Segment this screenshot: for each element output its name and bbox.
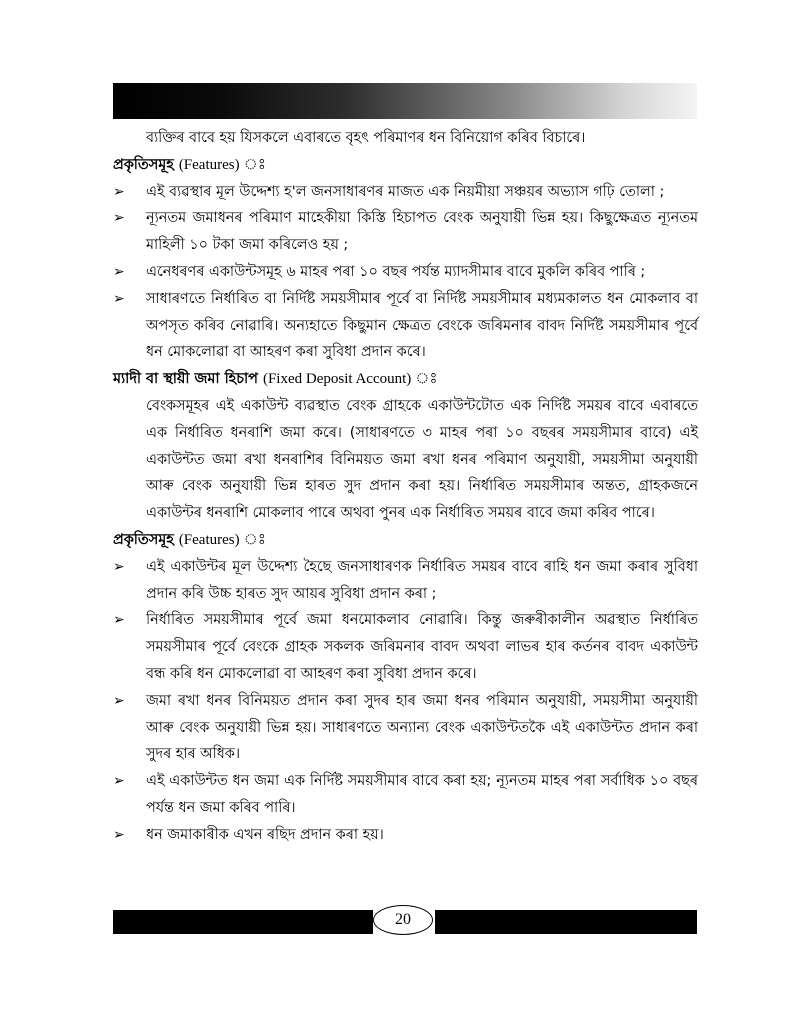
section3-heading xyxy=(113,527,698,554)
list-item-text: জমা ৰখা ধনৰ বিনিময়ত প্ৰদান কৰা সুদৰ হাৰ জমা ধনৰ পৰিমান অনুযায়ী, সময়সীমা অনুযায়ী আৰু বেংক অনুযায়ী ভিন্ন হয়। সাধাৰণতে অন্যান্য বেংক একাউন্টতকৈ এই একাউন্টত প্ৰদান কৰা সুদৰ হাৰ অধিক। xyxy=(146,692,698,763)
list-item xyxy=(113,768,698,822)
list-item xyxy=(113,259,698,286)
arrow-bullet-icon: ➢ xyxy=(113,263,125,280)
arrow-bullet-icon: ➢ xyxy=(113,773,125,790)
section1-bullet-list xyxy=(113,179,698,367)
arrow-bullet-icon: ➢ xyxy=(113,692,125,709)
section3-heading-text: প্ৰকৃতিসমূহ xyxy=(113,531,174,548)
section3-heading-en: (Features) ঃ xyxy=(178,531,266,548)
intro-line: ব্যক্তিৰ বাবে হয় যিসকলে এবাৰতে বৃহৎ পৰিমাণৰ ধন বিনিয়োগ কৰিব বিচাৰে। xyxy=(146,130,586,146)
list-item xyxy=(113,286,698,366)
footer-bar-left xyxy=(113,910,373,934)
list-item xyxy=(113,554,698,608)
section1-heading xyxy=(113,152,698,179)
header-gradient-bar xyxy=(113,83,697,119)
list-item-text: এই ব্যৱস্থাৰ মূল উদ্দেশ্য হ'ল জনসাধাৰণৰ মাজত এক নিয়মীয়া সঞ্চয়ৰ অভ্যাস গঢ়ি তোলা ; xyxy=(146,183,665,200)
section3-bullet-list xyxy=(113,554,698,849)
list-item-text: নিৰ্ধাৰিত সময়সীমাৰ পূৰ্বে জমা ধনমোকলাব নোৱাৰি। কিন্তু জৰুৰীকালীন অৱস্থাত নিৰ্ধাৰিত সময়সীমাৰ পূৰ্বে বেংকে গ্ৰাহক সকলক জৰিমনাৰ বাবদ অথবা লাভৰ হাৰ কৰ্তনৰ বাবদ একাউন্ট বন্ধ কৰি ধন মোকলোৱা বা আহৰণ কৰা সুবিধা প্ৰদান কৰে। xyxy=(146,612,698,682)
section2-heading xyxy=(113,366,698,393)
list-item-text: এনেধৰণৰ একাউন্টসমূহ ৬ মাহৰ পৰা ১০ বছৰ পৰ্যন্ত ম্যাদসীমাৰ বাবে মুকলি কৰিব পাৰি ; xyxy=(146,263,646,280)
page-content xyxy=(113,125,698,849)
arrow-bullet-icon: ➢ xyxy=(113,290,125,307)
list-item-text: ধন জমাকাৰীক এখন ৰছিদ প্ৰদান কৰা হয়। xyxy=(146,826,384,843)
list-item xyxy=(113,179,698,206)
arrow-bullet-icon: ➢ xyxy=(113,210,125,227)
list-item-text: এই একাউন্টৰ মূল উদ্দেশ্য হৈছে জনসাধাৰণক নিৰ্ধাৰিত সময়ৰ বাবে ৰাহি ধন জমা কৰাৰ সুবিধা প্ৰদান কৰি উচ্চ হাৰত সুদ আয়ৰ সুবিধা প্ৰদান কৰা ; xyxy=(146,558,698,602)
page-footer xyxy=(113,910,697,934)
list-item xyxy=(113,688,698,768)
arrow-bullet-icon: ➢ xyxy=(113,826,125,843)
section1-heading-text: প্ৰকৃতিসমূহ xyxy=(113,156,174,173)
section2-paragraph: বেংকসমূহৰ এই একাউন্ট ব্যৱস্থাত বেংক গ্ৰাহকে একাউন্টটোত এক নিৰ্দিষ্ট সময়ৰ বাবে এবাৰতে এক নিৰ্ধাৰিত ধনৰাশি জমা কৰে। (সাধাৰণতে ৩ মাহৰ পৰা ১০ বছৰৰ সময়সীমাৰ বাবে) এই একাউন্টত জমা ৰখা ধনৰাশিৰ বিনিময়ত জমা ৰখা ধনৰ পৰিমাণ অনুযায়ী, সময়সীমা অনুযায়ী আৰু বেংক অনুযায়ী ভিন্ন হাৰত সুদ প্ৰদান কৰা হয়। নিৰ্ধাৰিত সময়সীমাৰ অন্তত, গ্ৰাহকজনে একাউন্টৰ ধনৰাশি মোকলাব পাৰে অথবা পুনৰ এক নিৰ্ধাৰিত সময়ৰ বাবে জমা কৰিব পাৰে। xyxy=(146,397,698,522)
section2-heading-text: ম্যাদী বা স্থায়ী জমা হিচাপ xyxy=(113,371,258,388)
page-number: 20 xyxy=(373,905,433,935)
list-item xyxy=(113,607,698,687)
arrow-bullet-icon: ➢ xyxy=(113,183,125,200)
list-item xyxy=(113,822,698,849)
list-item-text: সাধাৰণতে নিৰ্ধাৰিত বা নিৰ্দিষ্ট সময়সীমাৰ পূৰ্বে বা নিৰ্দিষ্ট সময়সীমাৰ মধ্যমকালত ধন মোকলাব বা অপসৃত কৰিব নোৱাৰি। অন্যহাতে কিছুমান ক্ষেত্ৰত বেংকে জৰিমনাৰ বাবদ নিৰ্দিষ্ট সময়সীমাৰ পূৰ্বে ধন মোকলোৱা বা আহৰণ কৰা সুবিধা প্ৰদান কৰে। xyxy=(146,290,698,361)
list-item-text: এই একাউন্টত ধন জমা এক নিৰ্দিষ্ট সময়সীমাৰ বাবে কৰা হয়; ন্যূনতম মাহৰ পৰা সৰ্বাধিক ১০ বছৰ পৰ্যন্ত ধন জমা কৰিব পাৰি। xyxy=(146,773,698,816)
section2-heading-en: (Fixed Deposit Account) ঃ xyxy=(262,371,438,388)
arrow-bullet-icon: ➢ xyxy=(113,558,125,575)
list-item xyxy=(113,205,698,259)
list-item-text: ন্যূনতম জমাধনৰ পৰিমাণ মাহেকীয়া কিস্তি হিচাপত বেংক অনুযায়ী ভিন্ন হয়। কিছুক্ষেত্ৰত ন্যূনতম মাহিলী ১০ টকা জমা কৰিলেও হয় ; xyxy=(146,210,698,254)
footer-bar-right xyxy=(435,910,697,934)
section1-heading-en: (Features) ঃ xyxy=(178,156,266,173)
arrow-bullet-icon: ➢ xyxy=(113,612,125,629)
